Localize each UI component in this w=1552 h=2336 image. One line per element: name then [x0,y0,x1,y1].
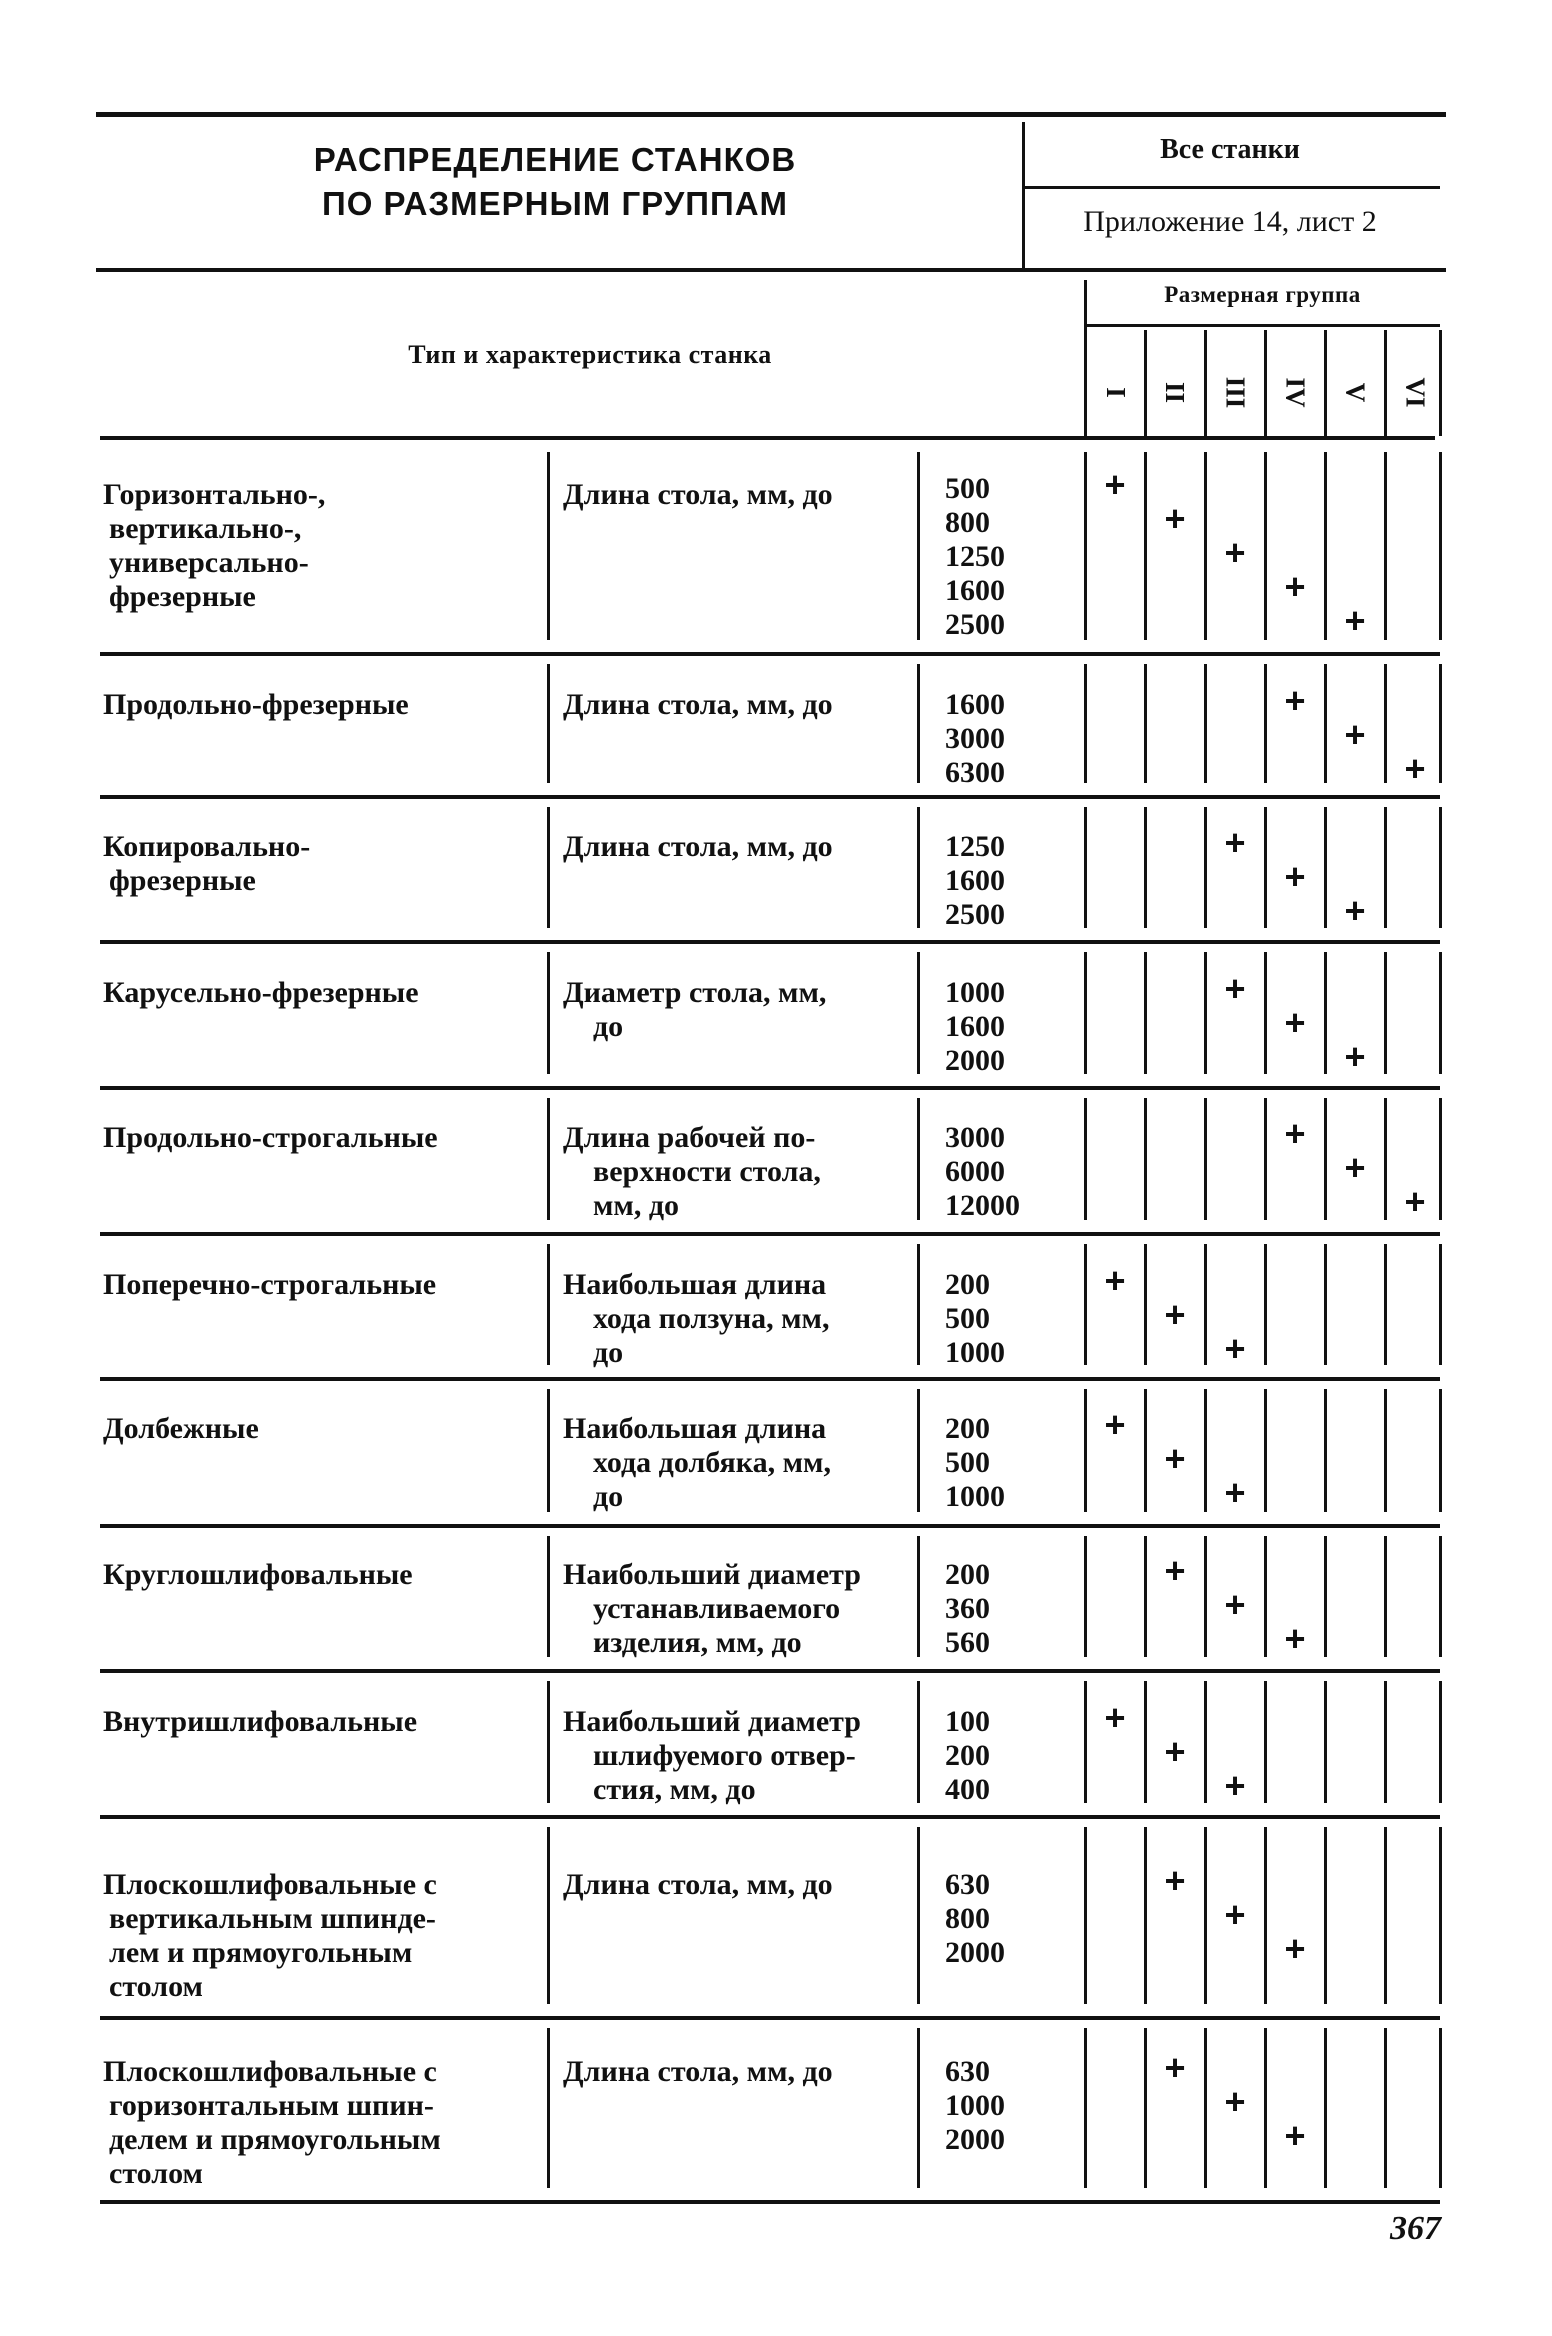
limit-value: 200 [945,1412,990,1445]
limit-values [945,976,1065,1078]
top-rule [96,112,1446,117]
characteristic [563,1121,923,1223]
column-divider [1439,1536,1442,1657]
column-divider [1144,807,1147,928]
column-divider [1384,2028,1387,2188]
column-divider [547,1244,550,1365]
group-mark: + [1224,532,1246,573]
limit-value: 630 [945,2055,990,2088]
machine-type-line: Круглошлифовальные [103,1558,413,1591]
machine-type-line: универсально- [109,546,309,579]
row-divider [100,2200,1440,2204]
group-label-3 [1205,362,1265,422]
column-divider [1144,1244,1147,1365]
column-divider [1144,1098,1147,1220]
characteristic-line: Наибольшая длина [563,1412,827,1445]
group-mark: + [1284,1928,1306,1969]
column-divider [1264,1536,1267,1657]
column-divider [1204,664,1207,783]
column-divider [917,1098,920,1220]
group-header-divider [1324,330,1327,436]
group-mark: + [1164,498,1186,539]
limit-value: 200 [945,1558,990,1591]
column-divider [1084,664,1087,783]
column-divider [917,664,920,783]
limit-value: 1250 [945,540,1005,573]
characteristic-line: до [593,1010,624,1043]
machine-type-line: Внутришлифовальные [103,1705,418,1738]
group-label-text: IV [1280,376,1311,408]
header-right-rule [1025,186,1440,189]
column-divider [1084,807,1087,928]
column-divider [917,1244,920,1365]
column-divider [1204,952,1207,1074]
group-mark: + [1224,822,1246,863]
column-divider [1324,1389,1327,1512]
column-divider [1439,1389,1442,1512]
group-column-header: Размерная группа [1164,282,1361,307]
column-divider [1384,807,1387,928]
machine-type-line: фрезерные [109,864,256,897]
column-divider [1144,1827,1147,2004]
limit-value: 3000 [945,1121,1005,1154]
group-mark: + [1224,2081,1246,2122]
row-divider [100,2016,1440,2020]
limit-value: 2000 [945,1044,1005,1077]
column-divider [1324,1827,1327,2004]
limit-values [945,830,1065,932]
limit-value: 12000 [945,1189,1020,1222]
column-divider [1264,664,1267,783]
column-divider [1384,452,1387,640]
column-divider [1324,1536,1327,1657]
group-mark: + [1404,1181,1426,1222]
group-header-rule [1085,324,1440,327]
limit-value: 6000 [945,1155,1005,1188]
column-divider [1384,1536,1387,1657]
column-divider [1264,452,1267,640]
row-divider [100,1232,1440,1236]
machine-type [103,1868,543,2004]
column-divider [917,1681,920,1803]
page-title [100,138,1010,226]
characteristic-line: до [593,1336,624,1369]
group-label-2 [1145,362,1205,422]
machine-type [103,688,543,722]
group-mark: + [1284,1618,1306,1659]
limit-value: 1000 [945,1480,1005,1513]
column-divider [1204,1536,1207,1657]
column-divider [1204,1244,1207,1365]
group-header-divider [1384,330,1387,436]
column-divider [1144,452,1147,640]
limit-value: 800 [945,1902,990,1935]
group-mark: + [1344,890,1366,931]
machine-type-line: фрезерные [109,580,256,613]
characteristic-line: Длина стола, мм, до [563,830,833,863]
group-mark: + [1104,1697,1126,1738]
column-divider [1324,664,1327,783]
characteristic [563,1268,923,1370]
machine-type [103,1268,543,1302]
machine-type-line: вертикальным шпинде- [109,1902,436,1935]
limit-value: 400 [945,1773,990,1806]
column-divider [1439,2028,1442,2188]
limit-value: 6300 [945,756,1005,789]
column-divider [1264,1827,1267,2004]
appendix-label: Приложение 14, лист 2 [1083,205,1377,238]
column-divider [1324,1244,1327,1365]
column-divider [1084,1536,1087,1657]
group-label-text: V [1340,382,1371,402]
group-mark: + [1224,1472,1246,1513]
type-column-header: Тип и характеристика станка [408,340,772,369]
column-divider [1204,2028,1207,2188]
group-mark: + [1164,1438,1186,1479]
row-divider [100,1086,1440,1090]
limit-value: 2500 [945,608,1005,641]
column-divider [547,1681,550,1803]
column-divider [1324,952,1327,1074]
limit-value: 2000 [945,2123,1005,2156]
limit-values [945,2055,1065,2157]
column-divider [547,1389,550,1512]
limit-value: 2000 [945,1936,1005,1969]
column-divider [1324,807,1327,928]
limit-value: 100 [945,1705,990,1738]
group-mark: + [1104,1260,1126,1301]
limit-values [945,688,1065,790]
row-divider [100,1524,1440,1528]
column-divider [917,1536,920,1657]
group-mark: + [1224,968,1246,1009]
column-divider [1084,1827,1087,2004]
characteristic [563,1412,923,1514]
machine-type-line: горизонтальным шпин- [109,2089,434,2122]
group-header-divider [1144,330,1147,436]
machine-type [103,1705,543,1739]
column-divider [1384,1098,1387,1220]
column-divider [1384,1681,1387,1803]
characteristic-line: Наибольший диаметр [563,1558,861,1591]
limit-value: 1250 [945,830,1005,863]
column-divider [1084,1389,1087,1512]
characteristic-line: Наибольший диаметр [563,1705,861,1738]
header-bottom-rule [96,268,1446,272]
column-divider [1144,952,1147,1074]
limit-value: 1600 [945,574,1005,607]
column-divider [917,452,920,640]
machine-type-line: Карусельно-фрезерные [103,976,419,1009]
column-header-bottom-rule [100,436,1435,440]
column-divider [917,2028,920,2188]
row-divider [100,1815,1440,1819]
characteristic-line: мм, до [593,1189,680,1222]
title-line-2: ПО РАЗМЕРНЫМ ГРУППАМ [321,185,789,222]
row-divider [100,1377,1440,1381]
group-mark: + [1284,856,1306,897]
machine-type-line: Горизонтально-, [103,478,326,511]
column-divider [1264,1098,1267,1220]
column-divider [1204,1827,1207,2004]
limit-value: 2500 [945,898,1005,931]
column-divider [1264,1389,1267,1512]
column-divider [1084,2028,1087,2188]
header-divider [1022,122,1025,270]
column-divider [1439,807,1442,928]
group-mark: + [1164,1550,1186,1591]
limit-values [945,1412,1065,1514]
machine-type [103,1412,543,1446]
characteristic [563,688,923,722]
characteristic-line: хода ползуна, мм, [593,1302,830,1335]
machine-type-line: Плоскошлифовальные с [103,1868,437,1901]
limit-values [945,1705,1065,1807]
limit-value: 630 [945,1868,990,1901]
column-divider [547,2028,550,2188]
column-divider [547,1827,550,2004]
limit-value: 560 [945,1626,990,1659]
machine-type [103,1121,543,1155]
limit-value: 1600 [945,688,1005,721]
group-mark: + [1284,680,1306,721]
column-divider [1264,952,1267,1074]
limit-value: 800 [945,506,990,539]
limit-value: 500 [945,1446,990,1479]
column-divider [917,807,920,928]
group-mark: + [1404,748,1426,789]
column-divider [1204,1098,1207,1220]
column-divider [1144,1389,1147,1512]
characteristic [563,976,923,1044]
group-mark: + [1284,2115,1306,2156]
column-divider [1084,1098,1087,1220]
column-divider [1084,1681,1087,1803]
column-divider [917,952,920,1074]
machine-type-line: делем и прямоугольным [109,2123,441,2156]
group-mark: + [1224,1765,1246,1806]
column-divider [1439,1681,1442,1803]
limit-value: 1600 [945,1010,1005,1043]
machine-type-line: Долбежные [103,1412,259,1445]
group-header-divider [1264,330,1267,436]
column-divider [1204,452,1207,640]
machine-type-line: Продольно-строгальные [103,1121,438,1154]
machine-type-line: столом [109,1970,203,2003]
column-divider [1384,1389,1387,1512]
row-divider [100,795,1440,799]
row-divider [100,652,1440,656]
group-header-divider [1439,330,1442,436]
group-mark: + [1164,2047,1186,2088]
column-divider [1084,952,1087,1074]
group-mark: + [1104,1404,1126,1445]
group-label-6 [1385,362,1445,422]
column-divider [917,1389,920,1512]
column-divider [1324,452,1327,640]
group-label-text: II [1160,381,1191,403]
limit-value: 1000 [945,1336,1005,1369]
characteristic-line: до [593,1480,624,1513]
title-line-1: РАСПРЕДЕЛЕНИЕ СТАНКОВ [313,141,797,178]
section-label: Все станки [1160,134,1300,165]
column-divider [1384,1827,1387,2004]
column-divider [1439,952,1442,1074]
group-label-text: VI [1400,376,1431,408]
characteristic [563,830,923,864]
group-label-text: I [1100,386,1131,398]
machine-type-line: столом [109,2157,203,2190]
group-mark: + [1284,1113,1306,1154]
column-divider [917,1827,920,2004]
row-divider [100,940,1440,944]
limit-values [945,472,1065,642]
machine-type-line: Плоскошлифовальные с [103,2055,437,2088]
group-mark: + [1284,1002,1306,1043]
page-number: 367 [1390,2210,1441,2247]
group-mark: + [1344,1147,1366,1188]
limit-values [945,1558,1065,1660]
column-divider [1144,2028,1147,2188]
machine-type-line: вертикально-, [109,512,302,545]
machine-type-line: Поперечно-строгальные [103,1268,437,1301]
limit-values [945,1868,1065,1970]
column-divider [1439,1244,1442,1365]
column-divider [1439,452,1442,640]
group-mark: + [1284,566,1306,607]
limit-value: 200 [945,1739,990,1772]
column-divider [1084,1244,1087,1365]
machine-type-line: Копировально- [103,830,311,863]
group-mark: + [1224,1894,1246,1935]
limit-value: 1600 [945,864,1005,897]
machine-type [103,1558,543,1592]
row-divider [100,1669,1440,1673]
characteristic [563,1868,923,1902]
characteristic [563,478,923,512]
group-mark: + [1164,1860,1186,1901]
limit-value: 200 [945,1268,990,1301]
limit-value: 1000 [945,2089,1005,2122]
group-mark: + [1164,1294,1186,1335]
characteristic-line: Длина стола, мм, до [563,1868,833,1901]
group-header-divider [1084,280,1087,436]
machine-type [103,478,543,614]
machine-type [103,830,543,898]
column-divider [1384,664,1387,783]
group-mark: + [1104,464,1126,505]
limit-values [945,1121,1065,1223]
column-divider [1324,1681,1327,1803]
group-mark: + [1344,1036,1366,1077]
group-label-1 [1085,362,1145,422]
column-divider [1204,807,1207,928]
characteristic-line: шлифуемого отвер- [593,1739,856,1772]
characteristic [563,1705,923,1807]
column-divider [547,664,550,783]
characteristic-line: Диаметр стола, мм, [563,976,827,1009]
group-mark: + [1224,1584,1246,1625]
column-divider [1264,1244,1267,1365]
machine-type [103,976,543,1010]
group-label-4 [1265,362,1325,422]
limit-value: 1000 [945,976,1005,1009]
column-divider [1384,1244,1387,1365]
column-divider [547,1536,550,1657]
column-divider [1204,1681,1207,1803]
column-divider [547,952,550,1074]
machine-type [103,2055,543,2191]
machine-type-line: Продольно-фрезерные [103,688,409,721]
column-divider [1144,1681,1147,1803]
characteristic-line: Длина рабочей по- [563,1121,816,1154]
column-divider [1144,1536,1147,1657]
characteristic [563,1558,923,1660]
limit-value: 3000 [945,722,1005,755]
characteristic-line: верхности стола, [593,1155,821,1188]
characteristic [563,2055,923,2089]
limit-values [945,1268,1065,1370]
characteristic-line: Длина стола, мм, до [563,478,833,511]
column-divider [1264,807,1267,928]
characteristic-line: хода долбяка, мм, [593,1446,831,1479]
group-mark: + [1344,714,1366,755]
column-divider [1384,952,1387,1074]
column-divider [1204,1389,1207,1512]
column-divider [1084,452,1087,640]
column-divider [1144,664,1147,783]
column-divider [547,807,550,928]
characteristic-line: Длина стола, мм, до [563,2055,833,2088]
group-label-5 [1325,362,1385,422]
limit-value: 500 [945,1302,990,1335]
machine-type-line: лем и прямоугольным [109,1936,413,1969]
column-divider [1324,2028,1327,2188]
characteristic-line: Длина стола, мм, до [563,688,833,721]
characteristic-line: устанавливаемого [593,1592,841,1625]
characteristic-line: Наибольшая длина [563,1268,827,1301]
column-divider [1439,664,1442,783]
column-divider [1264,1681,1267,1803]
column-divider [1439,1827,1442,2004]
column-divider [1324,1098,1327,1220]
characteristic-line: изделия, мм, до [593,1626,802,1659]
group-header-divider [1204,330,1207,436]
column-divider [1264,2028,1267,2188]
group-mark: + [1344,600,1366,641]
group-mark: + [1164,1731,1186,1772]
column-divider [1439,1098,1442,1220]
group-label-text: III [1220,376,1251,408]
column-divider [547,452,550,640]
limit-value: 500 [945,472,990,505]
column-divider [547,1098,550,1220]
limit-value: 360 [945,1592,990,1625]
characteristic-line: стия, мм, до [593,1773,756,1806]
group-mark: + [1224,1328,1246,1369]
